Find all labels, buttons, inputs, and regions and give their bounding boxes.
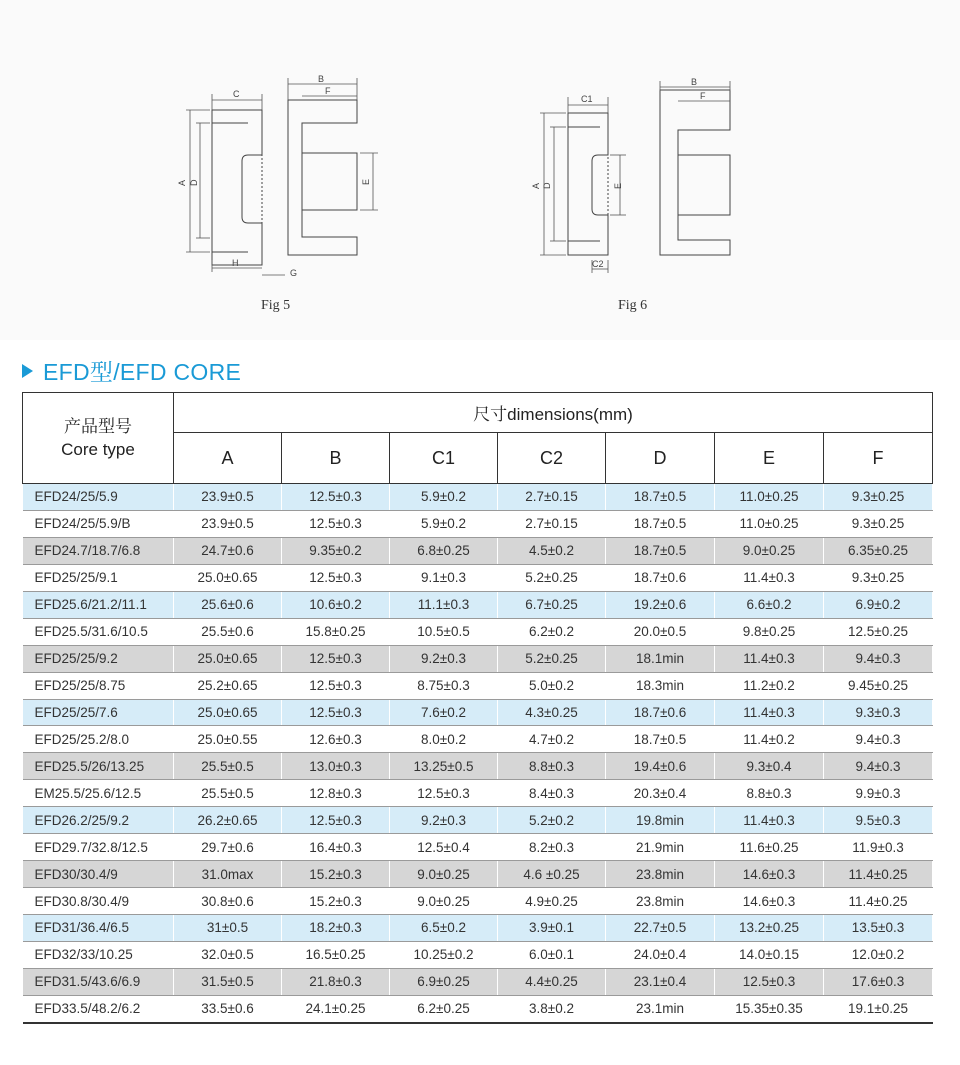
dimension-cell-d: 18.1min [606,645,715,672]
dimension-cell-f: 9.4±0.3 [824,726,933,753]
dimension-cell-f: 12.5±0.25 [824,618,933,645]
dimension-cell-f: 11.4±0.25 [824,861,933,888]
dimension-cell-d: 19.2±0.6 [606,591,715,618]
fig5-drawing [170,70,390,285]
dimension-cell-d: 18.7±0.6 [606,699,715,726]
dimension-cell-c1: 9.2±0.3 [390,645,498,672]
dimension-cell-f: 9.3±0.25 [824,484,933,511]
dimension-cell-e: 12.5±0.3 [715,968,824,995]
dimension-cell-e: 11.2±0.2 [715,672,824,699]
table-row [23,672,933,699]
dimension-cell-f: 19.1±0.25 [824,995,933,1022]
table-row [23,968,933,995]
dimension-cell-b: 18.2±0.3 [282,915,390,942]
dimension-cell-e: 14.0±0.15 [715,941,824,968]
dimension-cell-b: 15.8±0.25 [282,618,390,645]
fig6-label-f: F [700,91,706,101]
figure-area [0,0,960,340]
dimension-cell-a: 25.0±0.65 [174,699,282,726]
dimension-cell-d: 23.1min [606,995,715,1022]
dimension-cell-c2: 4.4±0.25 [498,968,606,995]
dimension-cell-c2: 6.7±0.25 [498,591,606,618]
dimension-cell-d: 22.7±0.5 [606,915,715,942]
dimension-cell-f: 6.9±0.2 [824,591,933,618]
dimension-cell-e: 8.8±0.3 [715,780,824,807]
dimension-cell-b: 12.5±0.3 [282,645,390,672]
fig5-label-c: C [233,89,240,99]
dimension-cell-a: 31±0.5 [174,915,282,942]
dimension-cell-c2: 2.7±0.15 [498,510,606,537]
dimension-cell-c1: 9.1±0.3 [390,564,498,591]
dimension-cell-a: 31.0max [174,861,282,888]
core-type-cell: EFD25.6/21.2/11.1 [23,591,174,618]
dimension-cell-a: 26.2±0.65 [174,807,282,834]
fig5-label-h: H [232,258,239,268]
core-type-cell: EFD31/36.4/6.5 [23,915,174,942]
dimension-cell-b: 9.35±0.2 [282,537,390,564]
table-row [23,510,933,537]
dimension-cell-c1: 5.9±0.2 [390,510,498,537]
dimension-cell-c2: 5.2±0.2 [498,807,606,834]
dimension-cell-e: 11.4±0.2 [715,726,824,753]
table-row [23,645,933,672]
dimension-cell-a: 25.0±0.65 [174,645,282,672]
fig5-label-a: A [177,179,187,186]
dimension-cell-f: 6.35±0.25 [824,537,933,564]
table-row [23,726,933,753]
dimension-cell-f: 11.4±0.25 [824,888,933,915]
dimension-cell-c1: 8.0±0.2 [390,726,498,753]
dimension-cell-c1: 10.25±0.2 [390,941,498,968]
dimension-cell-c1: 10.5±0.5 [390,618,498,645]
dimension-cell-c2: 8.2±0.3 [498,834,606,861]
fig6-label-e: E [613,182,623,189]
dimension-cell-b: 12.5±0.3 [282,484,390,511]
dimension-cell-c1: 5.9±0.2 [390,484,498,511]
dimension-cell-e: 11.4±0.3 [715,564,824,591]
dimension-cell-e: 11.4±0.3 [715,645,824,672]
core-type-cell: EFD25/25/8.75 [23,672,174,699]
fig6-label-a: A [531,182,541,189]
table-row [23,618,933,645]
dimension-cell-f: 13.5±0.3 [824,915,933,942]
dimension-cell-c1: 6.2±0.25 [390,995,498,1022]
dimension-cell-d: 20.0±0.5 [606,618,715,645]
dimension-cell-b: 15.2±0.3 [282,861,390,888]
dimension-cell-c1: 6.8±0.25 [390,537,498,564]
dimension-cell-a: 25.5±0.5 [174,780,282,807]
dimension-cell-e: 6.6±0.2 [715,591,824,618]
dimension-cell-c1: 9.2±0.3 [390,807,498,834]
dimension-cell-c2: 4.9±0.25 [498,888,606,915]
fig5-caption: Fig 5 [261,298,291,313]
dimension-cell-c2: 8.4±0.3 [498,780,606,807]
dimension-cell-a: 32.0±0.5 [174,941,282,968]
dimension-cell-d: 18.7±0.5 [606,484,715,511]
dimension-cell-c1: 12.5±0.4 [390,834,498,861]
dimensions-table [22,392,933,1024]
fig6-label-b: B [691,77,698,87]
dimension-cell-d: 18.7±0.6 [606,564,715,591]
dimension-cell-d: 19.8min [606,807,715,834]
fig5-label-g: G [290,268,298,278]
dimension-cell-f: 17.6±0.3 [824,968,933,995]
dimension-cell-d: 19.4±0.6 [606,753,715,780]
core-type-cell: EM25.5/25.6/12.5 [23,780,174,807]
fig5-label-d: D [189,179,199,186]
table-row [23,591,933,618]
dimension-cell-c2: 4.5±0.2 [498,537,606,564]
fig5-label-e: E [361,178,371,185]
dimension-cell-e: 9.0±0.25 [715,537,824,564]
core-type-cell: EFD30/30.4/9 [23,861,174,888]
dimension-cell-d: 18.3min [606,672,715,699]
dimension-cell-a: 23.9±0.5 [174,484,282,511]
dimension-cell-a: 24.7±0.6 [174,537,282,564]
dimension-cell-e: 9.8±0.25 [715,618,824,645]
table-row [23,537,933,564]
dimension-cell-e: 14.6±0.3 [715,861,824,888]
dimensions-header: 尺寸dimensions(mm) [174,393,933,433]
table-row [23,780,933,807]
core-type-cell: EFD25.5/31.6/10.5 [23,618,174,645]
dimension-cell-a: 25.5±0.6 [174,618,282,645]
dimension-cell-c2: 5.2±0.25 [498,564,606,591]
dimension-cell-d: 20.3±0.4 [606,780,715,807]
table-row [23,484,933,511]
triangle-bullet-icon [22,364,33,378]
dimension-cell-b: 12.5±0.3 [282,564,390,591]
dimension-cell-c2: 4.6 ±0.25 [498,861,606,888]
core-type-header-en: Core type [61,440,135,459]
core-type-cell: EFD25/25/7.6 [23,699,174,726]
table-row [23,834,933,861]
dimension-cell-f: 9.9±0.3 [824,780,933,807]
dimension-cell-c2: 4.7±0.2 [498,726,606,753]
dimension-cell-c2: 6.0±0.1 [498,941,606,968]
dimension-cell-e: 11.4±0.3 [715,699,824,726]
table-row [23,807,933,834]
column-header-f: F [824,433,933,484]
core-type-cell: EFD25/25.2/8.0 [23,726,174,753]
core-type-cell: EFD24/25/5.9 [23,484,174,511]
fig5-label-f: F [325,86,331,96]
core-type-header [23,393,174,484]
dimension-cell-c2: 4.3±0.25 [498,699,606,726]
dimension-cell-c1: 8.75±0.3 [390,672,498,699]
section-title [22,354,241,387]
dimension-cell-c1: 11.1±0.3 [390,591,498,618]
dimension-cell-c1: 12.5±0.3 [390,780,498,807]
table-row [23,861,933,888]
fig6-caption: Fig 6 [618,298,648,313]
dimension-cell-c2: 6.2±0.2 [498,618,606,645]
dimension-cell-e: 11.4±0.3 [715,807,824,834]
dimension-cell-d: 23.1±0.4 [606,968,715,995]
dimension-cell-b: 24.1±0.25 [282,995,390,1022]
table-row [23,699,933,726]
dimension-cell-a: 25.2±0.65 [174,672,282,699]
core-type-cell: EFD24/25/5.9/B [23,510,174,537]
dimension-cell-f: 12.0±0.2 [824,941,933,968]
core-type-cell: EFD31.5/43.6/6.9 [23,968,174,995]
dimension-cell-d: 18.7±0.5 [606,510,715,537]
column-header-d: D [606,433,715,484]
dimension-cell-d: 21.9min [606,834,715,861]
dimension-cell-c2: 8.8±0.3 [498,753,606,780]
dimension-cell-b: 13.0±0.3 [282,753,390,780]
dimension-cell-f: 9.45±0.25 [824,672,933,699]
dimension-cell-c1: 7.6±0.2 [390,699,498,726]
dimension-cell-a: 25.6±0.6 [174,591,282,618]
section-title-text: EFD型/EFD CORE [43,359,242,385]
dimension-cell-f: 9.4±0.3 [824,753,933,780]
core-type-cell: EFD26.2/25/9.2 [23,807,174,834]
table-row [23,995,933,1022]
fig6-drawing [528,75,748,280]
fig5-label-b: B [318,74,325,84]
dimension-cell-f: 9.4±0.3 [824,645,933,672]
dimension-cell-a: 25.0±0.55 [174,726,282,753]
dimension-cell-a: 23.9±0.5 [174,510,282,537]
dimension-cell-a: 31.5±0.5 [174,968,282,995]
dimension-cell-c1: 13.25±0.5 [390,753,498,780]
column-header-c2: C2 [498,433,606,484]
dimension-cell-a: 25.0±0.65 [174,564,282,591]
dimension-cell-a: 25.5±0.5 [174,753,282,780]
column-header-a: A [174,433,282,484]
dimension-cell-d: 23.8min [606,861,715,888]
dimension-cell-c1: 6.5±0.2 [390,915,498,942]
fig6-label-d: D [542,182,552,189]
core-type-cell: EFD25/25/9.2 [23,645,174,672]
dimension-cell-d: 23.8min [606,888,715,915]
dimension-cell-b: 12.6±0.3 [282,726,390,753]
dimension-cell-a: 29.7±0.6 [174,834,282,861]
dimension-cell-b: 16.4±0.3 [282,834,390,861]
dimension-cell-e: 11.6±0.25 [715,834,824,861]
core-type-cell: EFD29.7/32.8/12.5 [23,834,174,861]
dimension-cell-c2: 5.2±0.25 [498,645,606,672]
table-row [23,753,933,780]
core-type-cell: EFD25.5/26/13.25 [23,753,174,780]
dimension-cell-a: 30.8±0.6 [174,888,282,915]
table-row [23,888,933,915]
dimension-cell-c2: 5.0±0.2 [498,672,606,699]
core-type-cell: EFD24.7/18.7/6.8 [23,537,174,564]
dimension-cell-f: 9.3±0.25 [824,510,933,537]
dimension-cell-b: 12.5±0.3 [282,510,390,537]
dimension-cell-b: 12.5±0.3 [282,699,390,726]
table-row [23,941,933,968]
column-header-c1: C1 [390,433,498,484]
dimension-cell-b: 15.2±0.3 [282,888,390,915]
dimension-cell-c1: 6.9±0.25 [390,968,498,995]
dimension-cell-d: 18.7±0.5 [606,537,715,564]
dimension-cell-e: 13.2±0.25 [715,915,824,942]
fig6-label-c1: C1 [581,94,593,104]
fig6-label-c2: C2 [592,259,604,269]
dimension-cell-b: 21.8±0.3 [282,968,390,995]
dimension-cell-d: 18.7±0.5 [606,726,715,753]
dimension-cell-b: 12.5±0.3 [282,807,390,834]
dimension-cell-e: 9.3±0.4 [715,753,824,780]
column-header-b: B [282,433,390,484]
dimension-cell-f: 9.3±0.25 [824,564,933,591]
dimension-cell-c1: 9.0±0.25 [390,861,498,888]
core-type-cell: EFD32/33/10.25 [23,941,174,968]
core-type-cell: EFD33.5/48.2/6.2 [23,995,174,1022]
dimension-cell-b: 12.8±0.3 [282,780,390,807]
dimension-cell-c2: 2.7±0.15 [498,484,606,511]
dimension-cell-e: 11.0±0.25 [715,484,824,511]
dimension-cell-c1: 9.0±0.25 [390,888,498,915]
dimension-cell-c2: 3.8±0.2 [498,995,606,1022]
dimension-cell-f: 9.5±0.3 [824,807,933,834]
core-type-header-cn: 产品型号 [64,417,132,436]
core-type-cell: EFD30.8/30.4/9 [23,888,174,915]
dimension-cell-f: 9.3±0.3 [824,699,933,726]
dimension-cell-a: 33.5±0.6 [174,995,282,1022]
dimension-cell-e: 15.35±0.35 [715,995,824,1022]
dimension-cell-c2: 3.9±0.1 [498,915,606,942]
dimension-cell-b: 16.5±0.25 [282,941,390,968]
column-header-e: E [715,433,824,484]
dimension-cell-e: 14.6±0.3 [715,888,824,915]
table-row [23,564,933,591]
table-row [23,915,933,942]
dimension-cell-e: 11.0±0.25 [715,510,824,537]
dimension-cell-b: 12.5±0.3 [282,672,390,699]
dimension-cell-f: 11.9±0.3 [824,834,933,861]
dimension-cell-d: 24.0±0.4 [606,941,715,968]
dimension-cell-b: 10.6±0.2 [282,591,390,618]
core-type-cell: EFD25/25/9.1 [23,564,174,591]
